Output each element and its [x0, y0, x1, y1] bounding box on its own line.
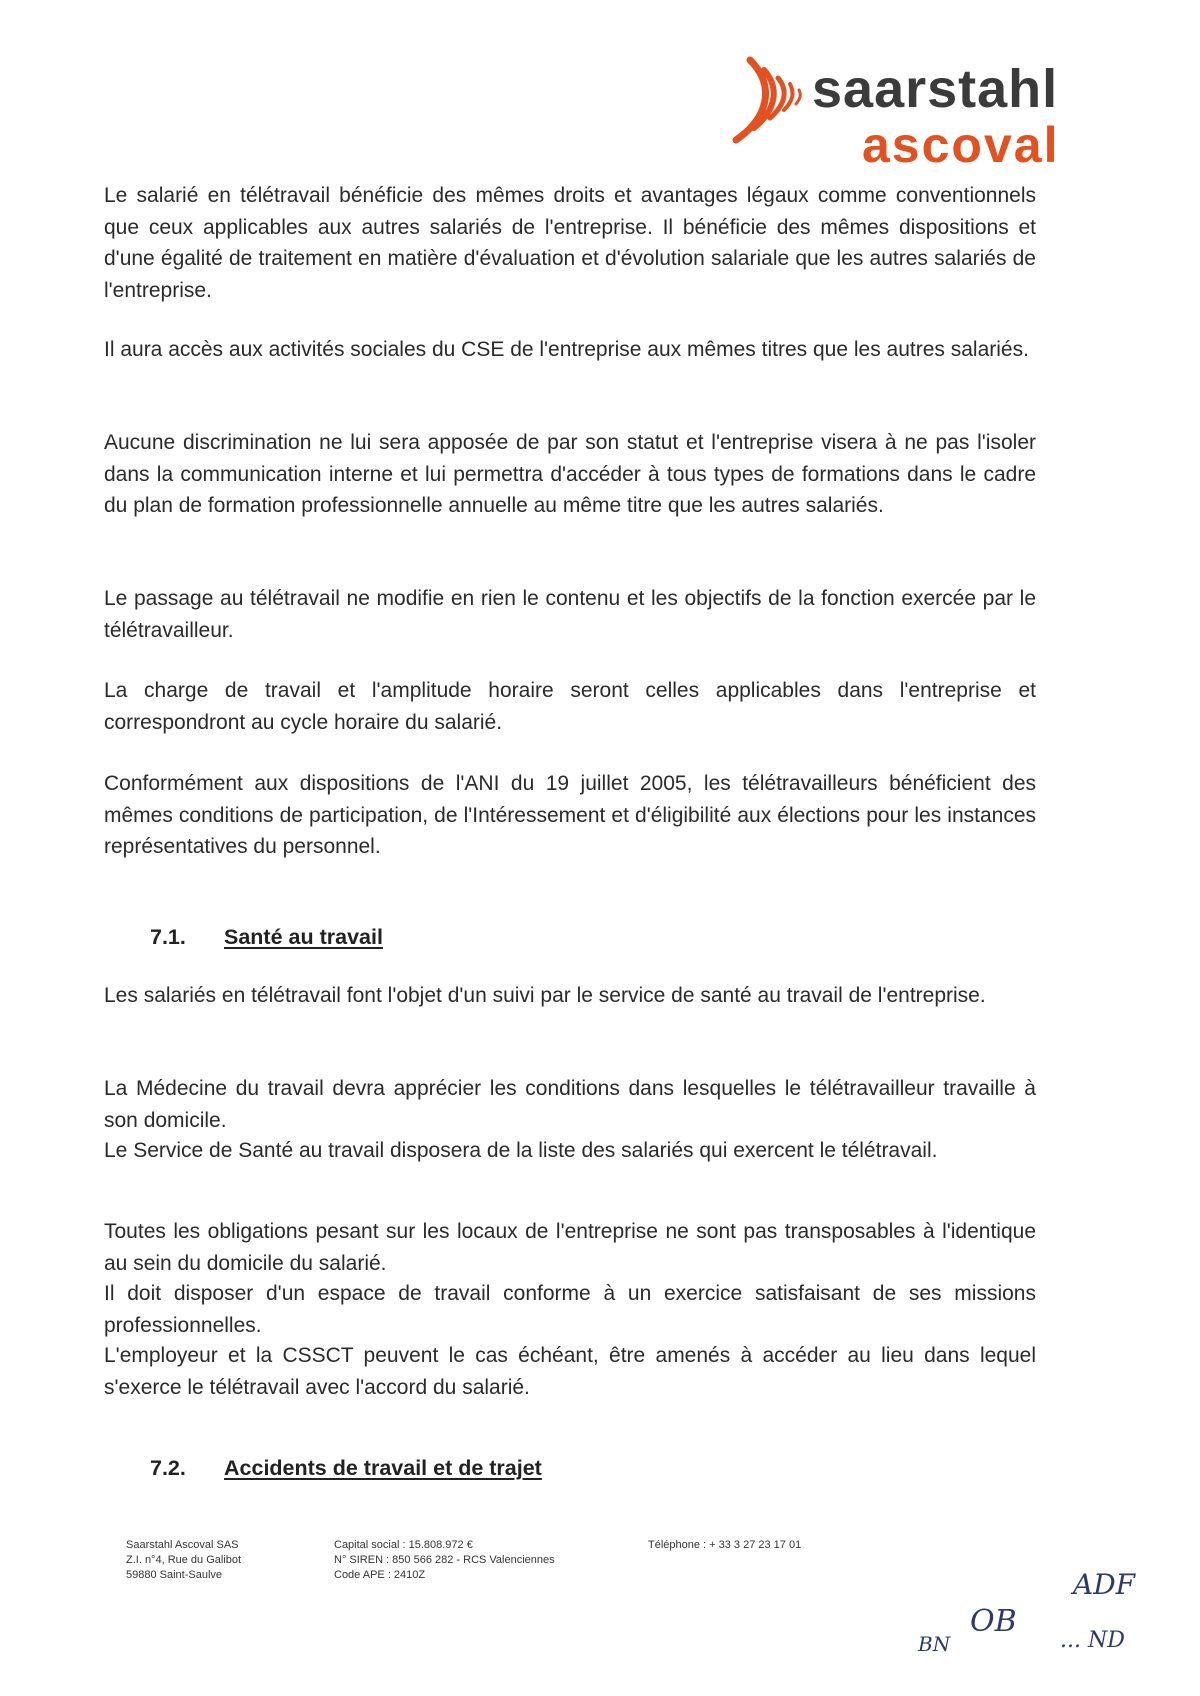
paragraph-cssct-access: L'employeur et la CSSCT peuvent le cas échéant, être amenés à accéder au lieu dans lequel s'exerce le télétravail avec l'accord du salarié.: [104, 1344, 1036, 1399]
footer-phone: Téléphone : + 33 3 27 23 17 01: [648, 1539, 802, 1551]
paragraph-ani: Conformément aux dispositions de l'ANI du 19 juillet 2005, les télétravailleurs bénéficient des mêmes conditions de participation, de l'Intéressement et d'éligibilité aux élections pour les instances représentatives du personnel.: [104, 772, 1036, 858]
paragraph-workspace: Il doit disposer d'un espace de travail conforme à un exercice satisfaisant de ses missions professionnelles.: [104, 1282, 1036, 1337]
footer-address: [126, 1538, 241, 1583]
paragraph-rights: Le salarié en télétravail bénéficie des mêmes droits et avantages légaux comme conventionnels que ceux applicables aux autres salariés de l'entreprise. Il bénéficie des mêmes dispositions et d'une égalité de traitement en matière d'évaluation et d'évolution salariale que les autres salariés de l'entreprise.: [104, 184, 1036, 302]
footer-address-line: Z.I. n°4, Rue du Galibot: [126, 1554, 242, 1566]
handwritten-initials-ob: OB: [970, 1604, 1017, 1639]
paragraph-discrimination: Aucune discrimination ne lui sera apposée de par son statut et l'entreprise visera à ne pas l'isoler dans la communication interne et lui permettra d'accéder à tous types de formations dans le cadre du plan de formation professionnelle annuelle au même titre que les autres salariés.: [104, 431, 1036, 517]
footer-legal-line: Capital social : 15.808.972 €: [334, 1539, 473, 1551]
section-number: 7.2.: [150, 1456, 186, 1480]
handwritten-initials-adf: ADF: [1073, 1568, 1136, 1601]
footer-address-line: 59880 Saint-Saulve: [126, 1569, 223, 1581]
paragraph-health-followup: Les salariés en télétravail font l'objet d'un suivi par le service de santé au travail de l'entreprise.: [104, 984, 986, 1007]
section-number: 7.1.: [150, 925, 186, 949]
logo-text-saarstahl: saarstahl: [812, 59, 1059, 119]
paragraph-function: Le passage au télétravail ne modifie en rien le contenu et les objectifs de la fonction exercée par le télétravailleur.: [104, 587, 1036, 642]
footer-legal-line: N° SIREN : 850 566 282 - RCS Valenciennes: [334, 1554, 555, 1566]
paragraph-occupational-medicine: La Médecine du travail devra apprécier les conditions dans lesquelles le télétravailleur travaille à son domicile.: [104, 1077, 1036, 1132]
paragraph-obligations: Toutes les obligations pesant sur les locaux de l'entreprise ne sont pas transposables à l'identique au sein du domicile du salarié.: [104, 1220, 1036, 1275]
logo-text-ascoval: ascoval: [862, 117, 1060, 173]
paragraph-cse: Il aura accès aux activités sociales du CSE de l'entreprise aux mêmes titres que les autres salariés.: [104, 338, 1029, 361]
section-title: Accidents de travail et de trajet: [224, 1456, 542, 1480]
footer-legal: [334, 1538, 555, 1583]
section-heading-7-1: [150, 925, 383, 950]
handwritten-initials-bn: BN: [918, 1632, 951, 1656]
section-heading-7-2: [150, 1456, 542, 1481]
company-logo: [730, 52, 1070, 182]
paragraph-workload: La charge de travail et l'amplitude horaire seront celles applicables dans l'entreprise et correspondront au cycle horaire du salarié.: [104, 679, 1036, 734]
paragraph-health-service-list: Le Service de Santé au travail disposera de la liste des salariés qui exercent le télétravail.: [104, 1139, 938, 1162]
footer-address-line: Saarstahl Ascoval SAS: [126, 1539, 239, 1551]
handwritten-initials-nd: ... ND: [1060, 1628, 1125, 1653]
section-title: Santé au travail: [224, 925, 383, 949]
orange-arc-wave-icon: [730, 56, 806, 144]
footer-legal-line: Code APE : 2410Z: [334, 1569, 426, 1581]
